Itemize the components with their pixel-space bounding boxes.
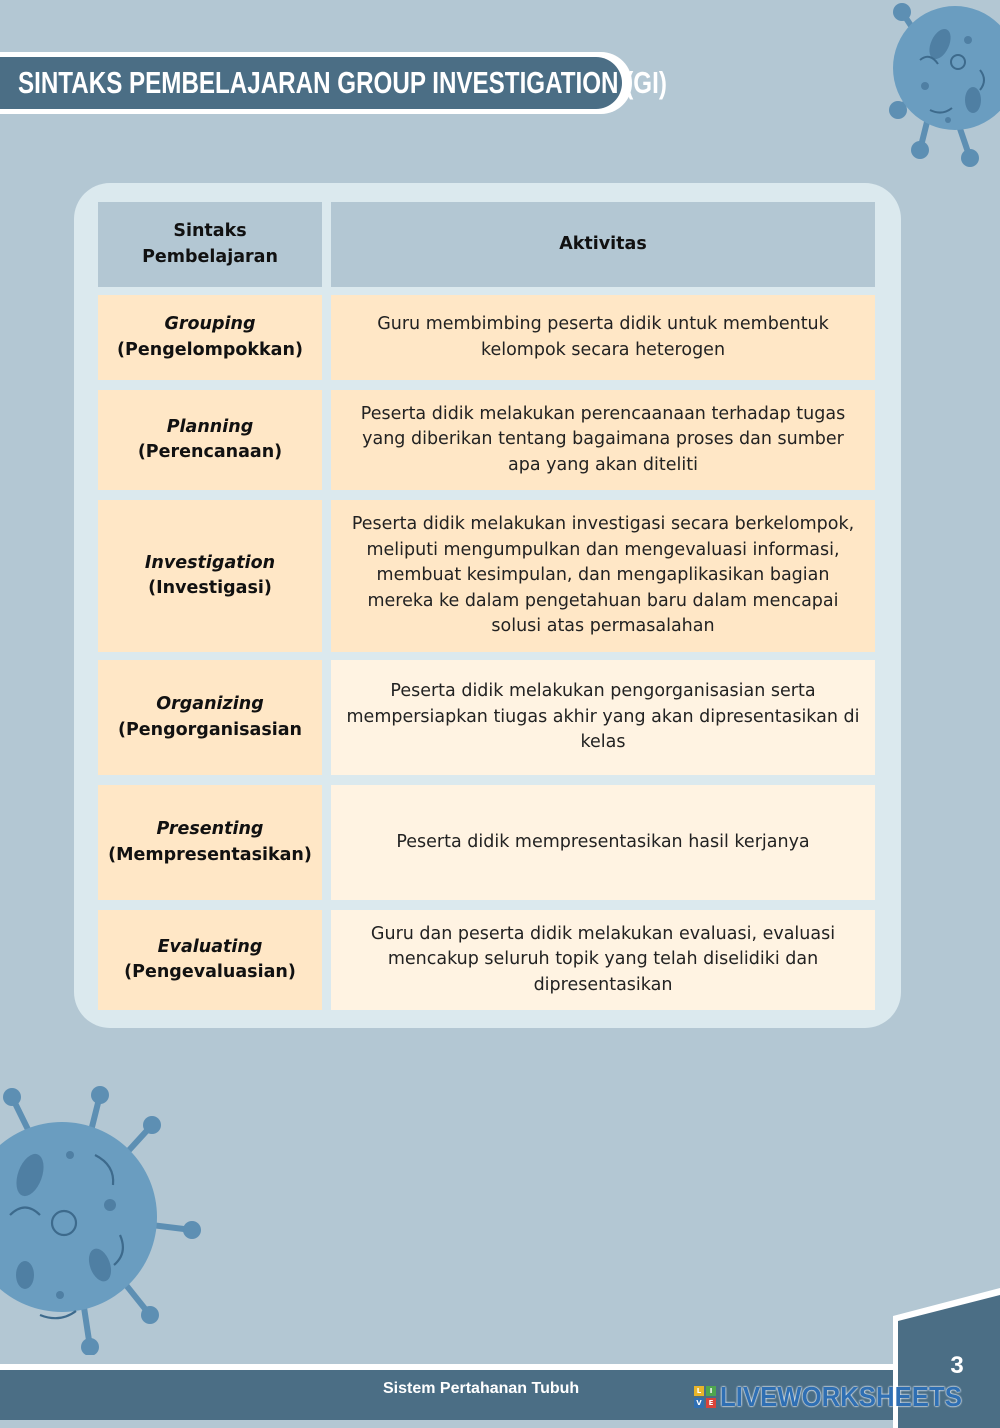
activity-text: Peserta didik mempresentasikan hasil kerjanya <box>396 831 810 852</box>
stage-name-indonesian: (Pengevaluasian) <box>124 962 296 982</box>
stage-name-indonesian: (Investigasi) <box>148 578 272 598</box>
column-header-syntax <box>98 202 322 287</box>
stage-name-indonesian: (Mempresentasikan) <box>108 844 312 865</box>
column-header-activity <box>331 202 875 287</box>
page-title: SINTAKS PEMBELAJARAN GROUP INVESTIGATION (GI) <box>18 65 667 100</box>
stage-name-english: Presenting <box>156 819 264 839</box>
activity-text: Peserta didik melakukan perencaanaan terhadap tugas yang diberikan tentang bagaimana proses dan sumber apa yang akan diteliti <box>360 403 846 475</box>
logo-tile: I <box>706 1386 716 1396</box>
table-row-activity <box>331 390 875 490</box>
table-row-activity <box>331 295 875 380</box>
activity-text: Peserta didik melakukan pengorganisasian serta mempersiapkan tiugas akhir yang akan dipresentasikan di kelas <box>346 681 860 753</box>
table-row-stage <box>98 910 322 1010</box>
column-header-syntax-label: Sintaks Pembelajaran <box>142 221 278 267</box>
table-row-stage <box>98 660 322 775</box>
table-row-activity <box>331 660 875 775</box>
stage-name-english: Planning <box>166 416 254 437</box>
virus-illustration-top-right <box>830 0 1000 170</box>
stage-name-indonesian: (Pengelompokkan) <box>117 339 303 360</box>
activity-text: Guru membimbing peserta didik untuk membentuk kelompok secara heterogen <box>377 314 829 360</box>
stage-name-english: Grouping <box>164 314 256 334</box>
footer-book-title: Sistem Pertahanan Tubuh <box>383 1380 580 1397</box>
table-row-stage <box>98 785 322 900</box>
logo-tile: L <box>694 1386 704 1396</box>
virus-illustration-bottom-left <box>0 1085 210 1355</box>
stage-name-english: Organizing <box>156 694 264 714</box>
table-row-stage <box>98 390 322 490</box>
table-row-activity <box>331 500 875 652</box>
liveworksheets-logo-icon <box>694 1386 716 1408</box>
logo-tile: V <box>694 1398 704 1408</box>
table-row-activity <box>331 785 875 900</box>
logo-tile: E <box>706 1398 716 1408</box>
liveworksheets-watermark <box>694 1381 983 1413</box>
column-header-activity-label: Aktivitas <box>559 233 647 254</box>
liveworksheets-wordmark: LIVEWORKSHEETS <box>720 1381 962 1412</box>
table-row-activity <box>331 910 875 1010</box>
activity-text: Guru dan peserta didik melakukan evaluasi, evaluasi mencakup seluruh topik yang telah diselidiki dan dipresentasikan <box>370 923 836 995</box>
activity-text: Peserta didik melakukan investigasi secara berkelompok, meliputi mengumpulkan dan mengevaluasi informasi, membuat kesimpulan, dan mengaplikasikan bagian mereka ke dalam pengetahuan baru dalam mencapai solusi atas permasalahan <box>351 514 855 637</box>
syntax-table <box>74 183 901 1028</box>
table-row-stage <box>98 295 322 380</box>
table-row-stage <box>98 500 322 652</box>
stage-name-english: Investigation <box>144 552 276 573</box>
stage-name-english: Evaluating <box>157 936 263 957</box>
stage-name-indonesian: (Perencanaan) <box>137 442 283 462</box>
title-banner <box>0 57 667 109</box>
stage-name-indonesian: (Pengorganisasian <box>117 719 303 740</box>
page-number: 3 <box>950 1352 964 1379</box>
